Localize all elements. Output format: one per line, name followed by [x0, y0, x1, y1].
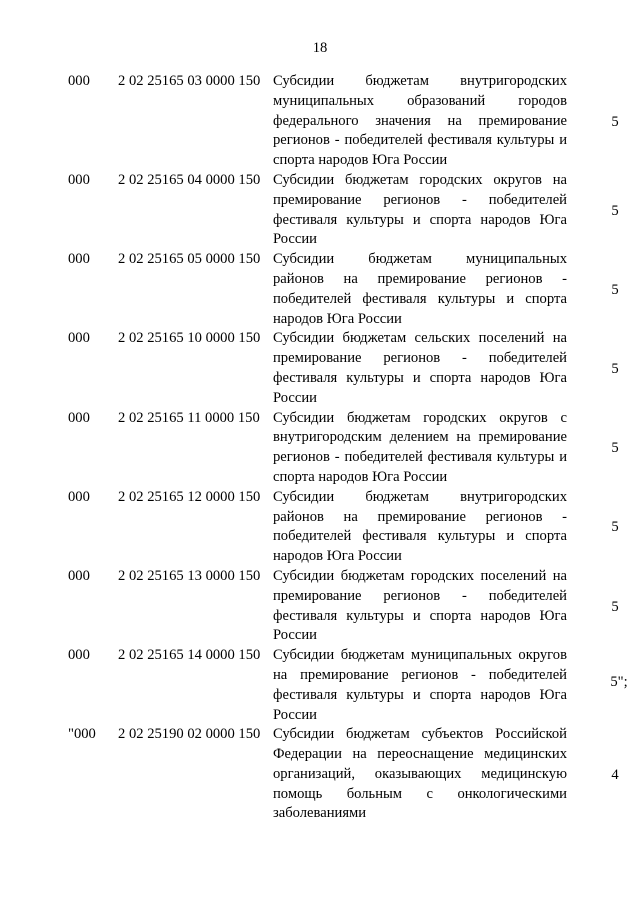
admin-code-cell: 000	[68, 647, 90, 664]
admin-code-cell: 000	[68, 488, 90, 505]
norm-percent-cell: 5	[611, 360, 619, 377]
income-name-cell	[273, 171, 567, 250]
table-row	[0, 646, 640, 725]
income-name-cell	[273, 567, 567, 646]
income-name-line: районов на премирование регионов -	[273, 270, 567, 287]
norm-percent-cell: 4	[611, 766, 619, 783]
income-name-cell	[273, 488, 567, 567]
income-name-line: победителей фестиваля культуры и спорта	[273, 528, 567, 545]
budget-classification-code-cell: 2 02 25190 02 0000 150	[118, 726, 261, 743]
admin-code-cell: 000	[68, 567, 90, 584]
table-row	[0, 567, 640, 646]
budget-classification-code-cell: 2 02 25165 11 0000 150	[118, 409, 260, 426]
admin-code-cell: "000	[68, 726, 96, 743]
income-name-line: премирование регионов - победителей	[273, 350, 567, 367]
income-name-line: Федерации на переоснащение медицинских	[273, 746, 567, 763]
income-name-line: муниципальных образований городов	[273, 92, 567, 109]
income-name-line: Субсидии бюджетам субъектов Российской	[273, 726, 567, 743]
income-name-line: Субсидии бюджетам муниципальных округов	[273, 647, 567, 664]
income-name-line: Субсидии бюджетам внутригородских	[273, 488, 567, 505]
table-row	[0, 72, 640, 171]
income-name-line: фестиваля культуры и спорта народов Юга	[273, 369, 567, 386]
income-name-line: фестиваля культуры и спорта народов Юга	[273, 211, 567, 228]
budget-classification-code-cell: 2 02 25165 03 0000 150	[118, 73, 261, 89]
income-name-line: народов Юга России	[273, 548, 402, 565]
income-name-line: федерального значения на премирование	[273, 112, 567, 129]
budget-classification-code-cell: 2 02 25165 13 0000 150	[118, 567, 261, 584]
norm-percent-cell: 5	[611, 519, 619, 536]
admin-code-cell: 000	[68, 73, 90, 89]
norm-percent-cell: 5	[611, 440, 619, 457]
income-name-line: организаций, оказывающих медицинскую	[273, 765, 567, 782]
income-name-line: спорта народов Юга России	[273, 468, 448, 485]
income-name-line: на премирование регионов - победителей	[273, 666, 567, 683]
income-name-line: фестиваля культуры и спорта народов Юга	[273, 686, 567, 703]
income-name-line: помощь больным с онкологическими	[273, 785, 567, 802]
admin-code-cell: 000	[68, 171, 90, 188]
admin-code-cell: 000	[68, 251, 90, 268]
income-name-line: районов на премирование регионов -	[273, 508, 567, 525]
income-name-cell	[273, 329, 567, 408]
income-name-cell	[273, 725, 567, 824]
table-row	[0, 725, 640, 824]
norm-percent-cell: 5";	[610, 673, 628, 690]
norm-percent-cell: 5	[611, 113, 619, 130]
income-name-line: России	[273, 706, 317, 723]
income-name-line: России	[273, 389, 317, 406]
income-name-cell	[273, 250, 567, 329]
income-name-line: Субсидии бюджетам внутригородских	[273, 73, 567, 89]
budget-classification-code-cell: 2 02 25165 14 0000 150	[118, 647, 261, 664]
table-row	[0, 409, 640, 488]
table-row	[0, 171, 640, 250]
income-name-line: Субсидии бюджетам сельских поселений на	[273, 330, 567, 347]
budget-codes-table	[0, 72, 640, 824]
income-name-line: Субсидии бюджетам городских округов на	[273, 171, 567, 188]
budget-classification-code-cell: 2 02 25165 04 0000 150	[118, 171, 261, 188]
budget-classification-code-cell: 2 02 25165 05 0000 150	[118, 251, 261, 268]
page-number: 18	[312, 40, 328, 56]
table-row	[0, 329, 640, 408]
income-name-line: регионов - победителей фестиваля культуры и	[273, 449, 567, 466]
budget-classification-code-cell: 2 02 25165 10 0000 150	[118, 330, 261, 347]
income-name-line: России	[273, 627, 317, 644]
admin-code-cell: 000	[68, 409, 90, 426]
income-name-line: народов Юга России	[273, 310, 402, 327]
norm-percent-cell: 5	[611, 202, 619, 219]
income-name-line: победителей фестиваля культуры и спорта	[273, 290, 567, 307]
norm-percent-cell: 5	[611, 281, 619, 298]
income-name-cell	[273, 646, 567, 725]
income-name-line: Субсидии бюджетам городских округов с	[273, 409, 567, 426]
income-name-line: заболеваниями	[273, 805, 367, 822]
income-name-cell	[273, 409, 567, 488]
income-name-cell	[273, 72, 567, 171]
income-name-line: спорта народов Юга России	[273, 152, 448, 169]
budget-classification-code-cell: 2 02 25165 12 0000 150	[118, 488, 261, 505]
income-name-line: премирование регионов - победителей	[273, 587, 567, 604]
table-row	[0, 250, 640, 329]
income-name-line: России	[273, 231, 317, 248]
income-name-line: внутригородским делением на премирование	[273, 429, 567, 446]
income-name-line: Субсидии бюджетам городских поселений на	[273, 567, 567, 584]
admin-code-cell: 000	[68, 330, 90, 347]
income-name-line: фестиваля культуры и спорта народов Юга	[273, 607, 567, 624]
income-name-line: премирование регионов - победителей	[273, 191, 567, 208]
table-row	[0, 488, 640, 567]
norm-percent-cell: 5	[611, 598, 619, 615]
income-name-line: регионов - победителей фестиваля культуры и	[273, 132, 567, 149]
income-name-line: Субсидии бюджетам муниципальных	[273, 251, 567, 268]
